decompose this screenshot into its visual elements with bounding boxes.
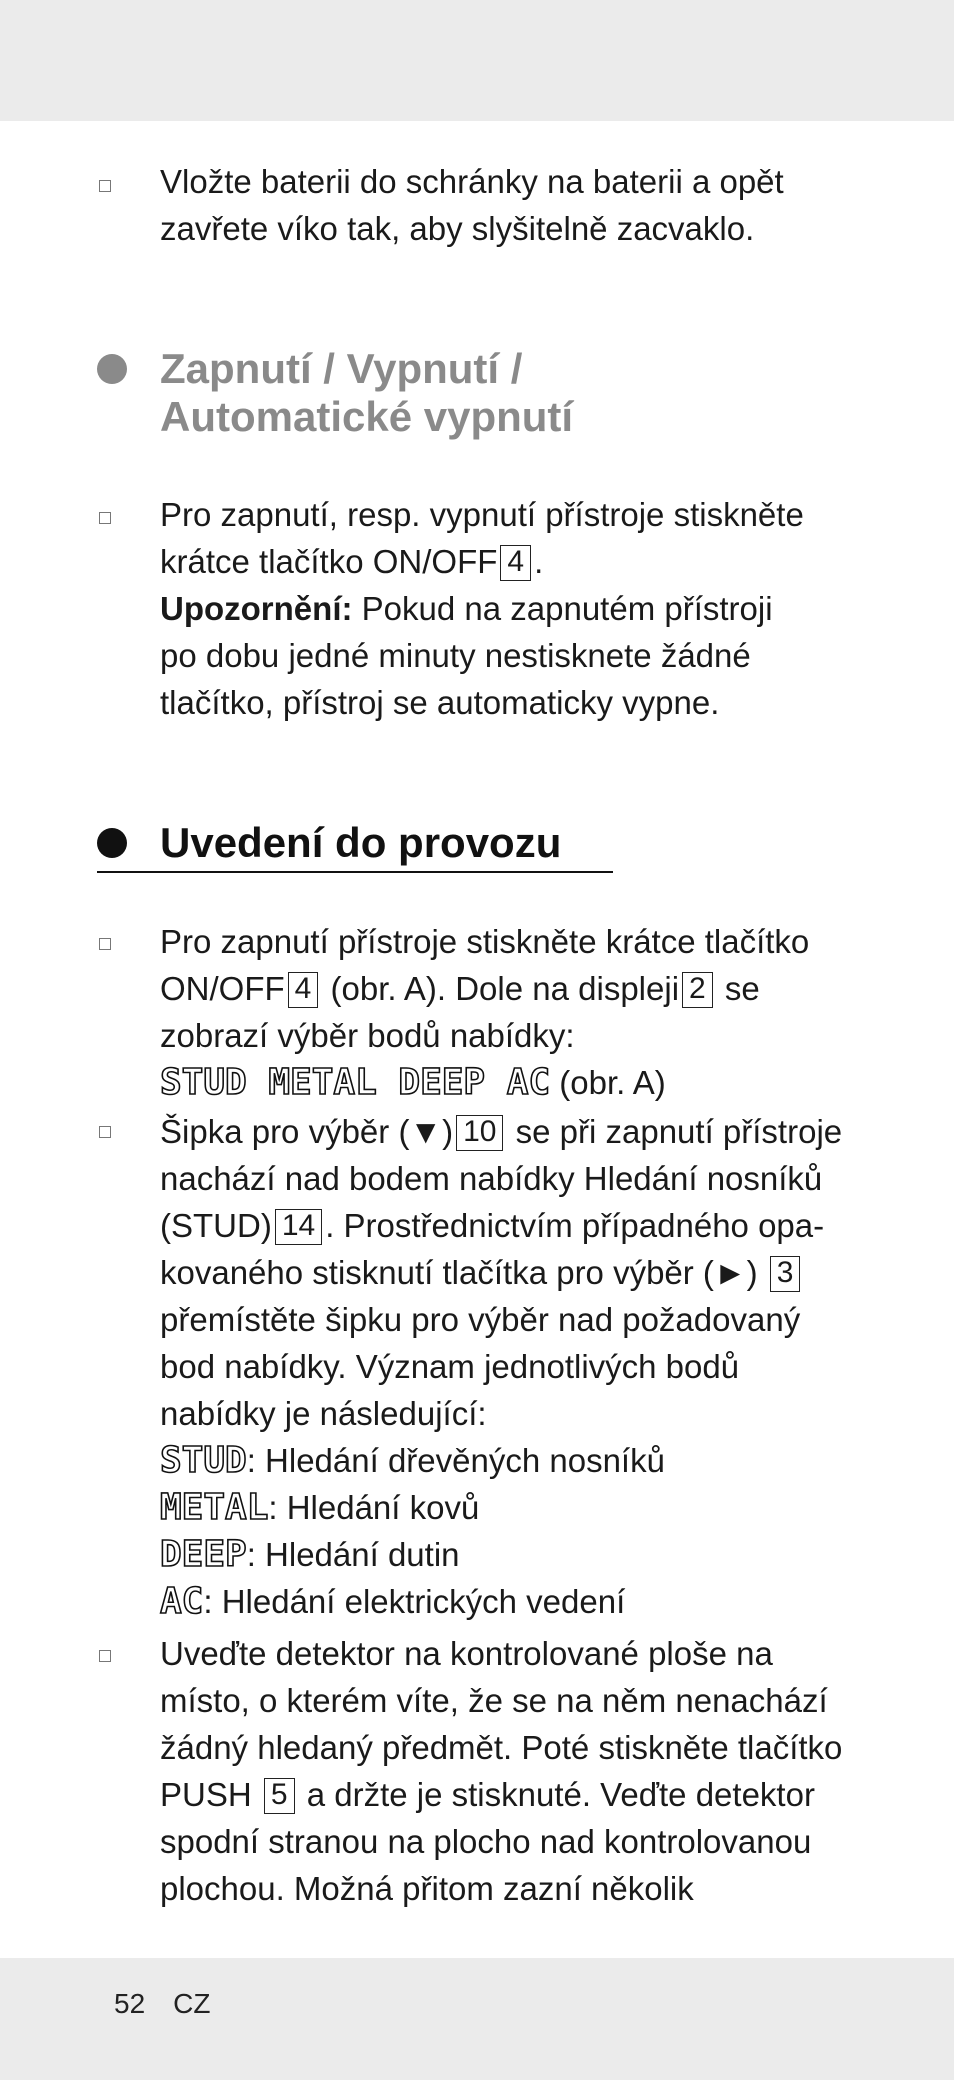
text-line: nachází nad bodem nabídky Hledání nosníků	[160, 1160, 823, 1197]
display-code: STUD	[160, 1440, 247, 1481]
list-bullet	[99, 180, 111, 192]
text-line: (STUD) 14 . Prostřednictvím případného opa-	[160, 1207, 825, 1244]
text-line: Pro zapnutí, resp. vypnutí přístroje stiskněte	[160, 496, 804, 533]
heading-dot-icon	[97, 354, 127, 384]
heading-underline	[97, 871, 613, 873]
reference-number: 10	[456, 1115, 503, 1151]
language-code: CZ	[173, 1988, 211, 2019]
text-line: po dobu jedné minuty nestisknete žádné	[160, 637, 751, 674]
display-code: AC	[160, 1581, 204, 1622]
text-line: přemístěte šipku pro výběr nad požadovaný	[160, 1301, 801, 1338]
top-band	[0, 0, 954, 121]
page-footer	[114, 1988, 210, 2020]
text-line: STUD METAL DEEP AC (obr. A)	[160, 1062, 666, 1103]
menu-item-definition: METAL: Hledání kovů	[160, 1487, 480, 1528]
text-line: nabídky je následující:	[160, 1395, 487, 1432]
text-line: kovaného stisknutí tlačítka pro výběr (►) 3	[160, 1249, 860, 1296]
text-line: zavřete víko tak, aby slyšitelně zacvaklo.	[160, 210, 755, 247]
reference-number: 5	[264, 1778, 295, 1814]
list-bullet	[99, 938, 111, 950]
reference-number: 3	[770, 1256, 801, 1292]
section-heading-operation: Uvedení do provozu	[160, 819, 562, 866]
text-line: Upozornění: Pokud na zapnutém přístroji	[160, 590, 773, 627]
text-line: krátce tlačítko ON/OFF 4 .	[160, 543, 544, 580]
menu-item-definition: STUD: Hledání dřevěných nosníků	[160, 1440, 665, 1481]
menu-item-definition: AC: Hledání elektrických vedení	[160, 1581, 626, 1622]
text-line: bod nabídky. Význam jednotlivých bodů	[160, 1348, 740, 1385]
text-line: Šipka pro výběr (▼) 10 se při zapnutí přístroje	[160, 1113, 843, 1150]
reference-number: 4	[288, 972, 319, 1008]
reference-number: 14	[275, 1209, 322, 1245]
page-number: 52	[114, 1988, 146, 2019]
list-bullet	[99, 1126, 111, 1138]
text-line: žádný hledaný předmět. Poté stiskněte tlačítko	[160, 1729, 843, 1766]
paragraph-push-calibration	[160, 1630, 860, 1912]
text-line: místo, o kterém víte, že se na něm nenachází	[160, 1682, 828, 1719]
heading-dot-icon	[97, 828, 127, 858]
paragraph-power-onoff	[160, 491, 860, 726]
note-label: Upozornění:	[160, 590, 353, 627]
heading-line: Automatické vypnutí	[160, 393, 574, 440]
text-line: tlačítko, přístroj se automaticky vypne.	[160, 684, 720, 721]
text-line: plochou. Možná přitom zazní několik	[160, 1870, 694, 1907]
text-line: zobrazí výběr bodů nabídky:	[160, 1017, 575, 1054]
text-line: Vložte baterii do schránky na baterii a opět	[160, 163, 784, 200]
text-line: ON/OFF 4 (obr. A). Dole na displeji 2 se	[160, 970, 760, 1007]
reference-number: 2	[682, 972, 713, 1008]
list-bullet	[99, 512, 111, 524]
reference-number: 4	[500, 545, 531, 581]
display-code: METAL	[160, 1487, 269, 1528]
text-line: Uveďte detektor na kontrolované ploše na	[160, 1635, 773, 1672]
list-bullet	[99, 1650, 111, 1662]
text-line: Pro zapnutí přístroje stiskněte krátce tlačítko	[160, 923, 810, 960]
display-menu-items: STUD METAL DEEP AC	[160, 1062, 551, 1103]
paragraph-battery-insert	[160, 158, 860, 252]
display-code: DEEP	[160, 1534, 247, 1575]
paragraph-startup	[160, 918, 860, 1106]
text-line: PUSH 5 a držte je stisknuté. Veďte detektor	[160, 1776, 815, 1813]
text-line: spodní stranou na plocho nad kontrolovanou	[160, 1823, 812, 1860]
paragraph-selection-arrow	[160, 1108, 860, 1625]
menu-item-definition: DEEP: Hledání dutin	[160, 1534, 460, 1575]
heading-line: Zapnutí / Vypnutí /	[160, 345, 523, 392]
section-heading-power	[160, 345, 573, 441]
